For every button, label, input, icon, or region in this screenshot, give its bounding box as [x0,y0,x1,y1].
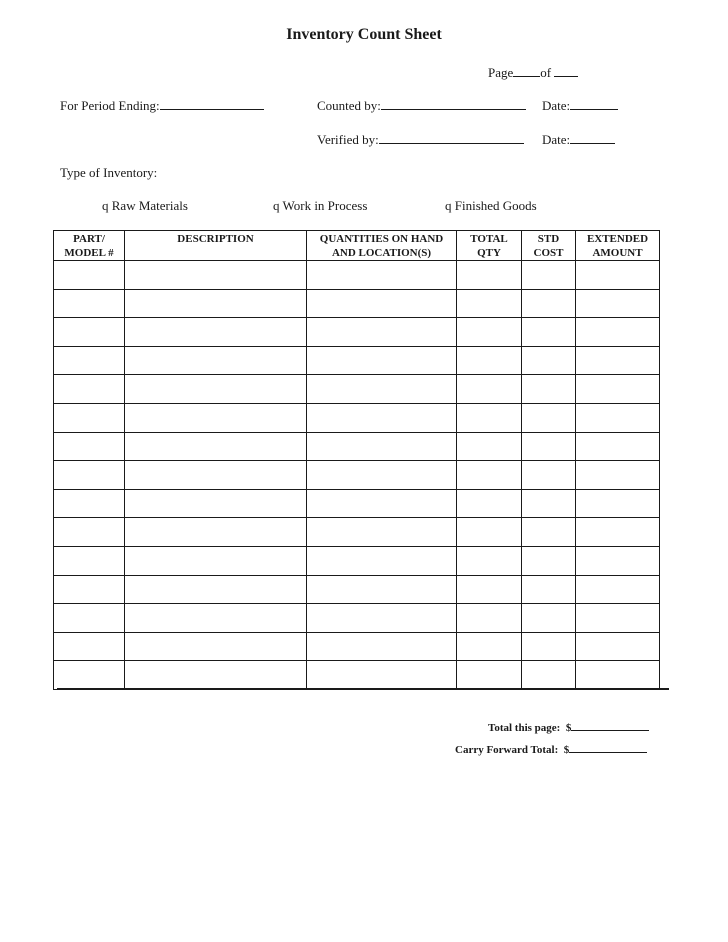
cell-std-cost[interactable] [522,375,576,404]
cell-part-model[interactable] [54,632,125,661]
cell-total-qty[interactable] [457,318,522,347]
table-row [54,403,660,432]
verified-by-field [317,131,524,148]
table-row [54,575,660,604]
cell-std-cost[interactable] [522,661,576,690]
cell-description[interactable] [125,489,307,518]
carry-forward-blank[interactable] [569,742,647,753]
cell-extended-amount[interactable] [576,546,660,575]
cell-std-cost[interactable] [522,575,576,604]
table-row [54,632,660,661]
date-label: Date: [542,98,571,113]
col-header-total-qty [457,231,522,261]
cell-total-qty[interactable] [457,375,522,404]
total-this-page-line [488,720,649,734]
cell-quantities[interactable] [307,318,457,347]
cell-description[interactable] [125,432,307,461]
cell-extended-amount[interactable] [576,403,660,432]
table-header-row [54,231,660,261]
cell-part-model[interactable] [54,575,125,604]
col-header-std-cost [522,231,576,261]
col-header-line2: QTY [477,247,501,259]
table-bottom-rule [57,688,669,690]
cell-description[interactable] [125,632,307,661]
cell-total-qty[interactable] [457,661,522,690]
cell-extended-amount[interactable] [576,604,660,633]
cell-std-cost[interactable] [522,346,576,375]
raw-materials-label: Raw Materials [111,198,188,213]
page-number-line [488,64,578,81]
cell-description[interactable] [125,518,307,547]
inventory-type-raw-materials[interactable] [102,198,188,214]
col-header-line1: QUANTITIES ON HAND [319,233,444,245]
cell-part-model[interactable] [54,661,125,690]
cell-part-model[interactable] [54,489,125,518]
cell-description[interactable] [125,289,307,318]
cell-quantities[interactable] [307,632,457,661]
cell-part-model[interactable] [54,346,125,375]
cell-quantities[interactable] [307,461,457,490]
finished-goods-label: Finished Goods [454,198,537,213]
page-total-blank[interactable] [554,64,578,77]
col-header-line1: EXTENDED [586,233,649,245]
cell-total-qty[interactable] [457,461,522,490]
period-ending-field [60,97,264,114]
total-this-page-blank[interactable] [571,720,649,731]
cell-part-model[interactable] [54,461,125,490]
cell-description[interactable] [125,546,307,575]
cell-part-model[interactable] [54,318,125,347]
counted-by-blank[interactable] [381,97,526,110]
col-header-description [125,231,307,261]
currency-symbol: $ [565,722,572,734]
col-header-line1: STD [537,233,560,245]
cell-total-qty[interactable] [457,489,522,518]
cell-quantities[interactable] [307,432,457,461]
date-label: Date: [542,132,571,147]
cell-description[interactable] [125,661,307,690]
cell-description[interactable] [125,403,307,432]
cell-quantities[interactable] [307,261,457,290]
cell-quantities[interactable] [307,403,457,432]
table-row [54,375,660,404]
cell-std-cost[interactable] [522,432,576,461]
cell-total-qty[interactable] [457,261,522,290]
col-header-quantities [307,231,457,261]
cell-std-cost[interactable] [522,289,576,318]
currency-symbol: $ [563,744,570,756]
cell-extended-amount[interactable] [576,518,660,547]
cell-extended-amount[interactable] [576,489,660,518]
cell-description[interactable] [125,346,307,375]
cell-part-model[interactable] [54,546,125,575]
cell-extended-amount[interactable] [576,261,660,290]
cell-std-cost[interactable] [522,261,576,290]
cell-quantities[interactable] [307,346,457,375]
counted-date-blank[interactable] [570,97,618,110]
cell-total-qty[interactable] [457,575,522,604]
table-row [54,261,660,290]
cell-part-model[interactable] [54,375,125,404]
cell-quantities[interactable] [307,604,457,633]
type-of-inventory-label: Type of Inventory: [60,165,158,180]
total-this-page-label: Total this page: [488,722,561,734]
cell-extended-amount[interactable] [576,346,660,375]
cell-extended-amount[interactable] [576,318,660,347]
carry-forward-label: Carry Forward Total: [455,744,559,756]
counted-date-field [542,97,618,114]
cell-quantities[interactable] [307,546,457,575]
cell-total-qty[interactable] [457,632,522,661]
cell-extended-amount[interactable] [576,432,660,461]
inventory-type-finished-goods[interactable] [445,198,537,214]
cell-std-cost[interactable] [522,461,576,490]
cell-extended-amount[interactable] [576,375,660,404]
cell-extended-amount[interactable] [576,461,660,490]
table-row [54,546,660,575]
cell-description[interactable] [125,375,307,404]
cell-part-model[interactable] [54,518,125,547]
cell-extended-amount[interactable] [576,289,660,318]
table-row [54,489,660,518]
counted-by-label: Counted by: [317,98,381,113]
checkbox-raw-materials[interactable]: q [102,198,109,213]
col-header-part-model [54,231,125,261]
cell-total-qty[interactable] [457,403,522,432]
verified-by-label: Verified by: [317,132,379,147]
table-row [54,432,660,461]
page-label: Page [488,65,514,80]
cell-quantities[interactable] [307,289,457,318]
verified-by-blank[interactable] [379,131,524,144]
cell-part-model[interactable] [54,403,125,432]
cell-std-cost[interactable] [522,604,576,633]
of-label: of [540,65,552,80]
cell-quantities[interactable] [307,518,457,547]
col-header-extended-amount [576,231,660,261]
cell-std-cost[interactable] [522,489,576,518]
table-row [54,518,660,547]
period-ending-label: For Period Ending: [60,98,160,113]
page-number-blank[interactable] [513,64,540,77]
cell-total-qty[interactable] [457,546,522,575]
cell-extended-amount[interactable] [576,575,660,604]
cell-description[interactable] [125,261,307,290]
cell-extended-amount[interactable] [576,632,660,661]
col-header-line1: PART/ [73,233,105,245]
cell-extended-amount[interactable] [576,661,660,690]
cell-description[interactable] [125,575,307,604]
cell-quantities[interactable] [307,375,457,404]
col-header-line2: COST [533,247,564,259]
table-row [54,318,660,347]
table-row [54,289,660,318]
period-ending-blank[interactable] [160,97,264,110]
cell-description[interactable] [125,318,307,347]
cell-part-model[interactable] [54,261,125,290]
cell-description[interactable] [125,461,307,490]
cell-part-model[interactable] [54,604,125,633]
cell-quantities[interactable] [307,661,457,690]
inventory-table [53,230,660,690]
col-header-line2: AMOUNT [592,247,643,259]
cell-total-qty[interactable] [457,289,522,318]
col-header-line2: MODEL # [64,247,114,259]
work-in-process-label: Work in Process [282,198,368,213]
inventory-type-work-in-process[interactable] [273,198,367,214]
counted-by-field [317,97,526,114]
verified-date-field [542,131,615,148]
table-row [54,346,660,375]
cell-total-qty[interactable] [457,346,522,375]
cell-total-qty[interactable] [457,518,522,547]
cell-quantities[interactable] [307,575,457,604]
checkbox-work-in-process[interactable]: q [273,198,280,213]
cell-total-qty[interactable] [457,432,522,461]
cell-std-cost[interactable] [522,518,576,547]
cell-std-cost[interactable] [522,318,576,347]
cell-std-cost[interactable] [522,632,576,661]
carry-forward-total-line [455,742,647,756]
table-row [54,461,660,490]
cell-quantities[interactable] [307,489,457,518]
col-header-line1: DESCRIPTION [177,233,254,245]
verified-date-blank[interactable] [570,131,615,144]
cell-description[interactable] [125,604,307,633]
col-header-line2: AND LOCATION(S) [331,247,432,259]
checkbox-finished-goods[interactable]: q [445,198,452,213]
cell-total-qty[interactable] [457,604,522,633]
inventory-table-body [54,261,660,690]
page-title: Inventory Count Sheet [286,26,442,43]
table-row [54,604,660,633]
col-header-line1: TOTAL [470,233,508,245]
cell-std-cost[interactable] [522,403,576,432]
cell-part-model[interactable] [54,289,125,318]
table-row [54,661,660,690]
cell-part-model[interactable] [54,432,125,461]
cell-std-cost[interactable] [522,546,576,575]
